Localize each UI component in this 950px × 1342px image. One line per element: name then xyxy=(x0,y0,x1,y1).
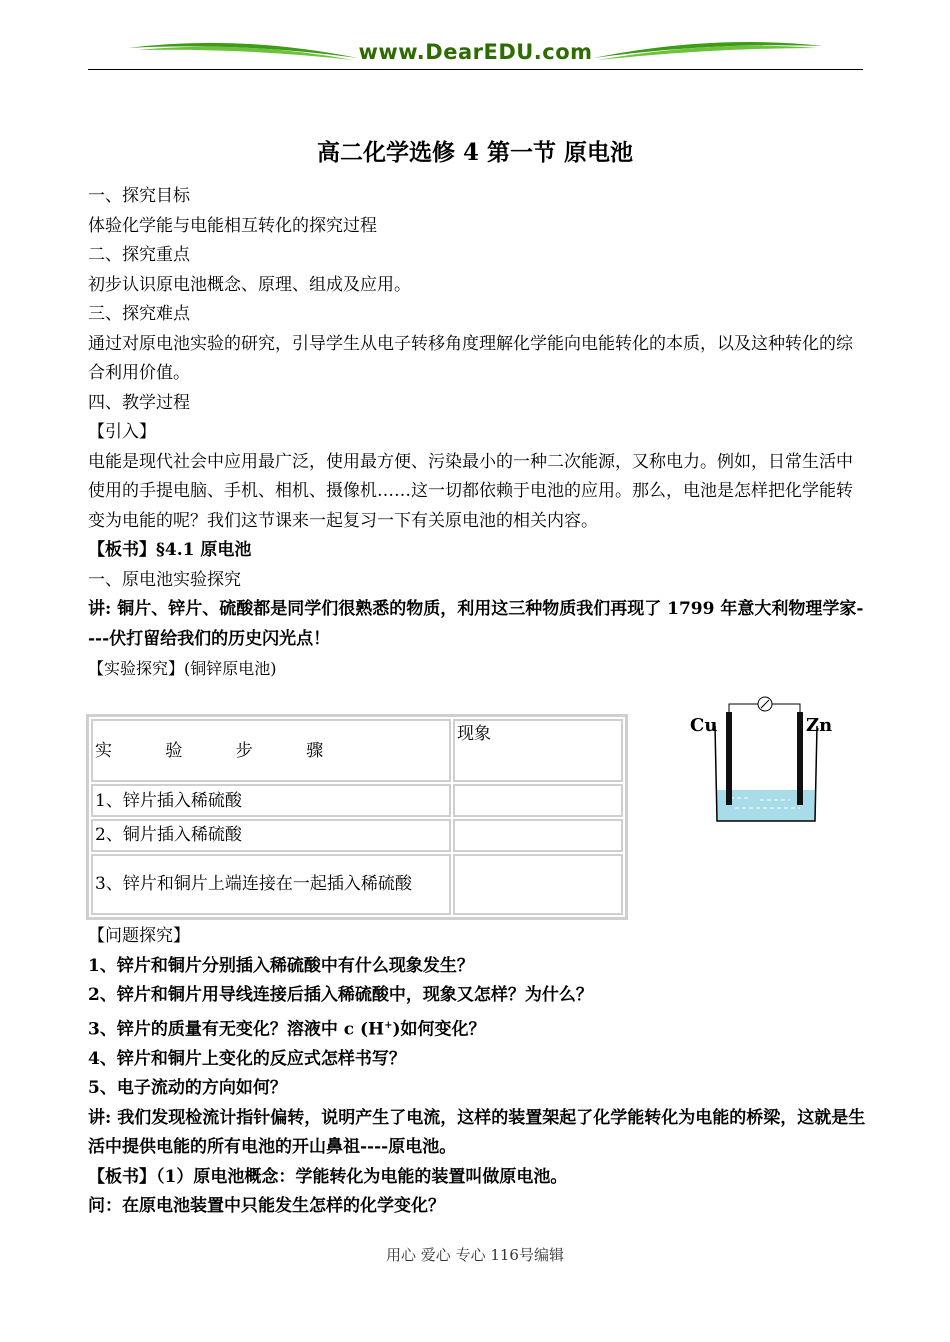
galvanic-cell-diagram xyxy=(690,690,840,825)
question-item: 5、电子流动的方向如何？ xyxy=(88,1078,287,1099)
experiment-label: 【实验探究】(铜锌原电池) xyxy=(88,659,277,678)
intro-text: 电能是现代社会中应用最广泛，使用最方便、污染最小的一种二次能源，又称电力。例如，日常生活中使用的手提电脑、手机、相机、摄像机……这一切都依赖于电池的应用。那么，电池是怎样把化学能转变为电能的呢？我们这节课来一起复习一下有关原电池的相关内容。 xyxy=(88,451,853,531)
lecture-text: 讲: 铜片、锌片、硫酸都是同学们很熟悉的物质，利用这三种物质我们再现了 1799 年意大利物理学家----伏打留给我们的历史闪光点！ xyxy=(88,599,864,649)
site-logo: www.DearEDU.com xyxy=(358,40,593,64)
header-rule xyxy=(88,69,863,70)
copper-electrode xyxy=(726,712,732,805)
zinc-electrode xyxy=(797,712,803,805)
table-cell: 1、锌片插入稀硫酸 xyxy=(91,784,451,817)
page-footer: 用心 爱心 专心 116号编辑 xyxy=(386,1246,564,1264)
lecture-text: 讲: 我们发现检流计指针偏转，说明产生了电流，这样的装置架起了化学能转化为电能的桥梁，这就是生活中提供电能的所有电池的开山鼻祖----原电池。 xyxy=(88,1107,866,1158)
question-heading: 【问题探究】 xyxy=(88,926,190,946)
section-text: 通过对原电池实验的研究，引导学生从电子转移角度理解化学能向电能转化的本质，以及这种转化的综合利用价值。 xyxy=(88,333,853,383)
question-section xyxy=(88,922,866,1222)
question-text: 问：在原电池装置中只能发生怎样的化学变化？ xyxy=(88,1196,445,1217)
question-item: 2、锌片和铜片用导线连接后插入稀硫酸中，现象又怎样？为什么？ xyxy=(88,985,593,1005)
table-cell xyxy=(453,784,623,817)
intro-heading: 【引入】 xyxy=(88,422,156,442)
document-body xyxy=(88,182,866,684)
section-heading: 三、探究难点 xyxy=(88,304,190,324)
section-heading: 一、探究目标 xyxy=(88,186,190,206)
table-cell: 3、锌片和铜片上端连接在一起插入稀硫酸 xyxy=(91,854,451,915)
section-text: 初步认识原电池概念、原理、组成及应用。 xyxy=(88,274,411,295)
question-item: 1、锌片和铜片分别插入稀硫酸中有什么现象发生？ xyxy=(88,955,474,976)
table-cell xyxy=(453,854,623,915)
table-cell xyxy=(453,819,623,852)
section-text: 体验化学能与电能相互转化的探究过程 xyxy=(88,215,377,236)
section-heading: 二、探究重点 xyxy=(88,245,190,265)
experiment-table xyxy=(86,714,628,920)
page-header xyxy=(88,36,863,70)
wire xyxy=(729,704,758,712)
board-note: 【板书】§4.1 原电池 xyxy=(88,540,252,560)
zn-label: Zn xyxy=(806,715,833,736)
cu-label: Cu xyxy=(690,715,718,736)
page-title: 高二化学选修 4 第一节 原电池 xyxy=(316,139,634,166)
table-cell: 2、铜片插入稀硫酸 xyxy=(91,819,451,852)
table-header-phenomenon: 现象 xyxy=(453,719,623,782)
question-item: 3、锌片的质量有无变化？溶液中 c (H+)如何变化？ xyxy=(88,1019,486,1040)
section-heading: 四、教学过程 xyxy=(88,392,190,413)
board-note: 【板书】（1）原电池概念：学能转化为电能的装置叫做原电池。 xyxy=(88,1166,568,1187)
experiment-heading: 一、原电池实验探究 xyxy=(88,569,241,590)
table-header-step: 实 验 步 骤 xyxy=(91,719,451,782)
question-item: 4、锌片和铜片上变化的反应式怎样书写？ xyxy=(88,1048,406,1069)
